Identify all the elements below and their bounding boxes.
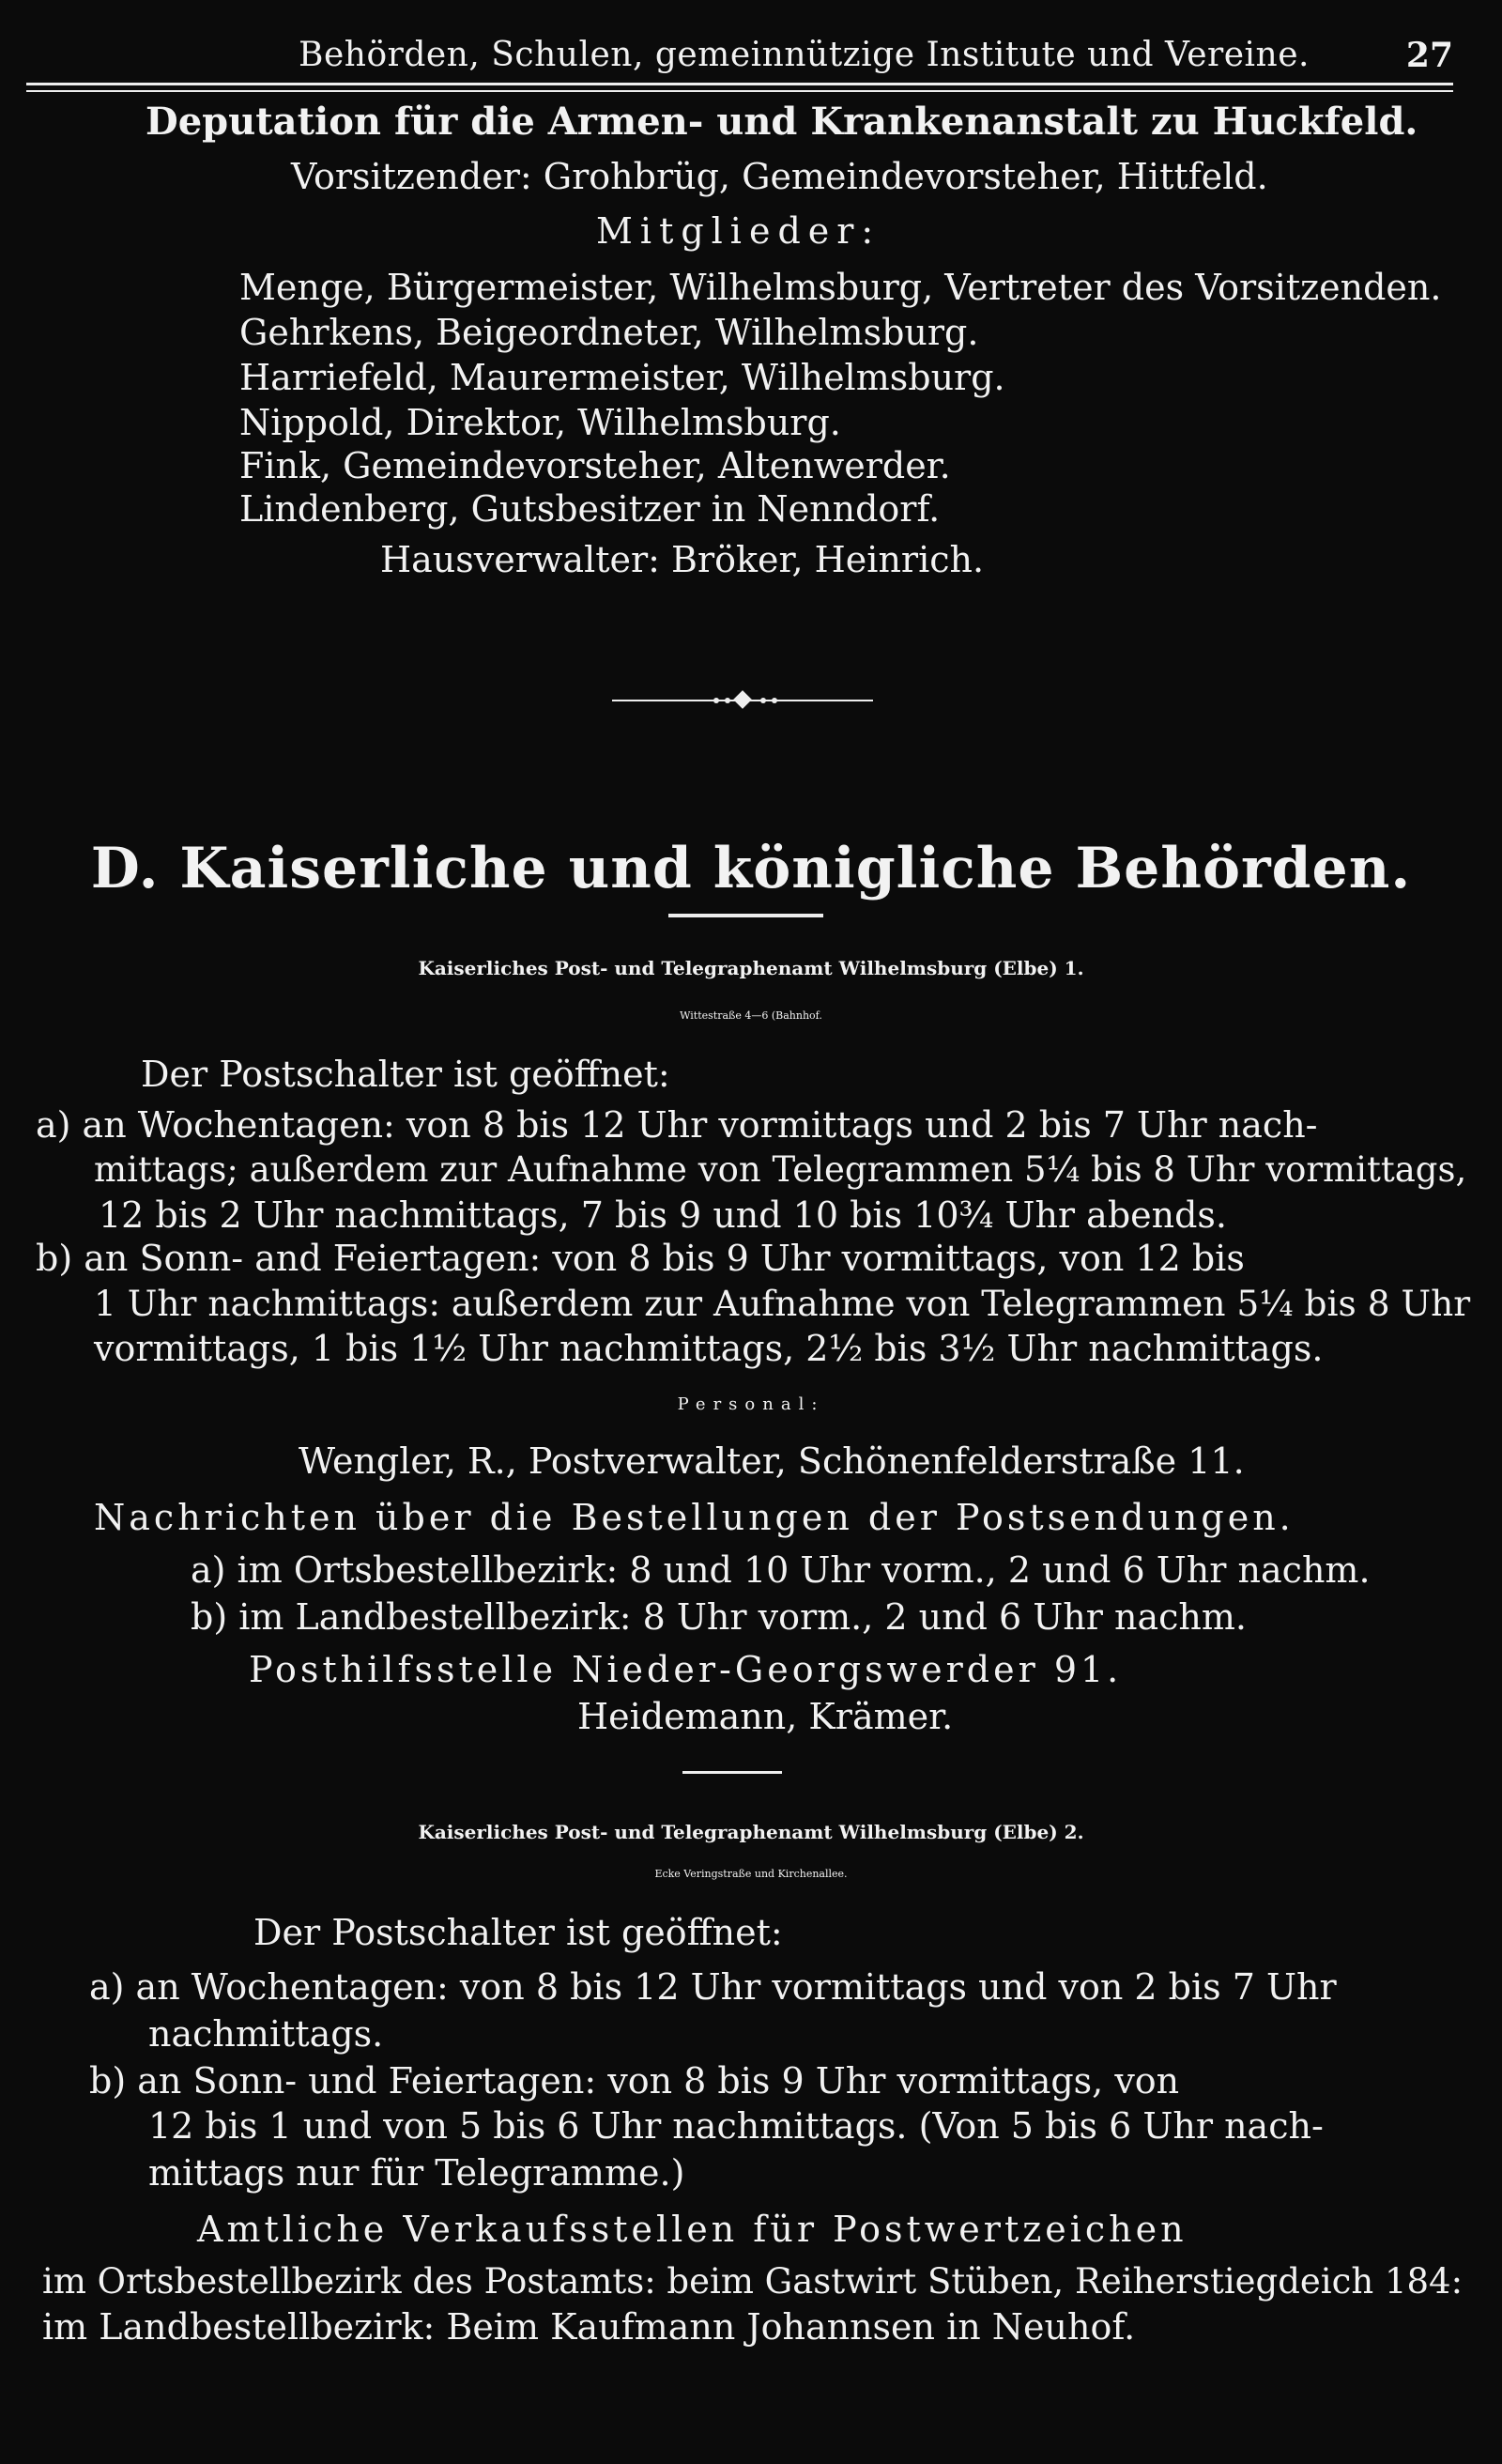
post1-address: Wittestraße 4—6 (Bahnhof. [680, 1009, 822, 1022]
running-header [26, 32, 1453, 88]
deputation-title: Deputation für die Armen- und Krankenanstalt zu Huckfeld. [146, 100, 1418, 144]
post2-title: Kaiserliches Post- und Telegraphenamt Wilhelmsburg (Elbe) 2. [418, 1821, 1084, 1843]
member-item: Menge, Bürgermeister, Wilhelmsburg, Vertreter des Vorsitzenden. [239, 267, 1442, 308]
delivery-local: a) im Ortsbestellbezirk: 8 und 10 Uhr vorm., 2 und 6 Uhr nachm. [191, 1549, 1371, 1591]
caretaker: Hausverwalter: Bröker, Heinrich. [380, 539, 985, 580]
separator-rule [682, 1771, 782, 1774]
sales-line: im Landbestellbezirk: Beim Kaufmann Johannsen in Neuhof. [42, 2306, 1136, 2348]
sales-heading: Amtliche Verkaufsstellen für Postwertzeichen [197, 2209, 1188, 2250]
member-item: Lindenberg, Gutsbesitzer in Nenndorf. [239, 488, 941, 530]
header-title: Behörden, Schulen, gemeinnützige Institute und Vereine. [299, 36, 1310, 74]
post2-b-line: mittags nur für Telegramme.) [148, 2152, 685, 2194]
post1-b-line: vormittags, 1 bis 1½ Uhr nachmittags, 2½ bis 3½ Uhr nachmittags. [94, 1328, 1324, 1369]
section-rule [668, 914, 823, 917]
members-heading: Mitglieder: [596, 210, 881, 252]
post2-a-line: nachmittags. [148, 2013, 384, 2055]
post1-intro: Der Postschalter ist geöffnet: [141, 1054, 670, 1095]
post2-a-line: a) an Wochentagen: von 8 bis 12 Uhr vormittags und von 2 bis 7 Uhr [89, 1966, 1337, 2008]
page-number: 27 [1405, 36, 1453, 75]
deputation-chair: Vorsitzender: Grohbrüg, Gemeindevorsteher, Hittfeld. [291, 156, 1268, 197]
member-item: Nippold, Direktor, Wilhelmsburg. [239, 402, 841, 443]
post1-b-line: b) an Sonn- and Feiertagen: von 8 bis 9 Uhr vormittags, von 12 bis [36, 1238, 1245, 1279]
post2-address: Ecke Veringstraße und Kirchenallee. [654, 1868, 848, 1880]
branch-office: Posthilfsstelle Nieder-Georgswerder 91. [249, 1649, 1123, 1690]
personnel-heading: Personal: [677, 1394, 825, 1414]
header-rule [26, 83, 1453, 92]
member-item: Harriefeld, Maurermeister, Wilhelmsburg. [239, 357, 1005, 398]
personnel-entry: Wengler, R., Postverwalter, Schönenfelderstraße 11. [299, 1440, 1245, 1482]
ornament-divider [612, 697, 873, 704]
post1-b-line: 1 Uhr nachmittags: außerdem zur Aufnahme von Telegrammen 5¼ bis 8 Uhr [94, 1283, 1471, 1324]
post1-a-line: 12 bis 2 Uhr nachmittags, 7 bis 9 und 10 bis 10¾ Uhr abends. [99, 1194, 1228, 1236]
delivery-rural: b) im Landbestellbezirk: 8 Uhr vorm., 2 und 6 Uhr nachm. [191, 1596, 1248, 1638]
member-item: Gehrkens, Beigeordneter, Wilhelmsburg. [239, 312, 979, 353]
branch-person: Heidemann, Krämer. [577, 1696, 954, 1737]
member-item: Fink, Gemeindevorsteher, Altenwerder. [239, 445, 951, 486]
post1-title: Kaiserliches Post- und Telegraphenamt Wilhelmsburg (Elbe) 1. [418, 957, 1084, 979]
post2-intro: Der Postschalter ist geöffnet: [253, 1912, 783, 1953]
sales-line: im Ortsbestellbezirk des Postamts: beim Gastwirt Stüben, Reiherstiegdeich 184: [42, 2261, 1464, 2302]
post1-a-line: mittags; außerdem zur Aufnahme von Telegrammen 5¼ bis 8 Uhr vormittags, [94, 1149, 1467, 1190]
post2-b-line: b) an Sonn- und Feiertagen: von 8 bis 9 Uhr vormittags, von [89, 2060, 1180, 2102]
post1-a-line: a) an Wochentagen: von 8 bis 12 Uhr vormittags und 2 bis 7 Uhr nach- [36, 1104, 1318, 1146]
delivery-heading: Nachrichten über die Bestellungen der Postsendungen. [94, 1497, 1295, 1538]
post2-b-line: 12 bis 1 und von 5 bis 6 Uhr nachmittags. (Von 5 bis 6 Uhr nach- [148, 2105, 1324, 2147]
section-title: D. Kaiserliche und königliche Behörden. [90, 836, 1412, 901]
